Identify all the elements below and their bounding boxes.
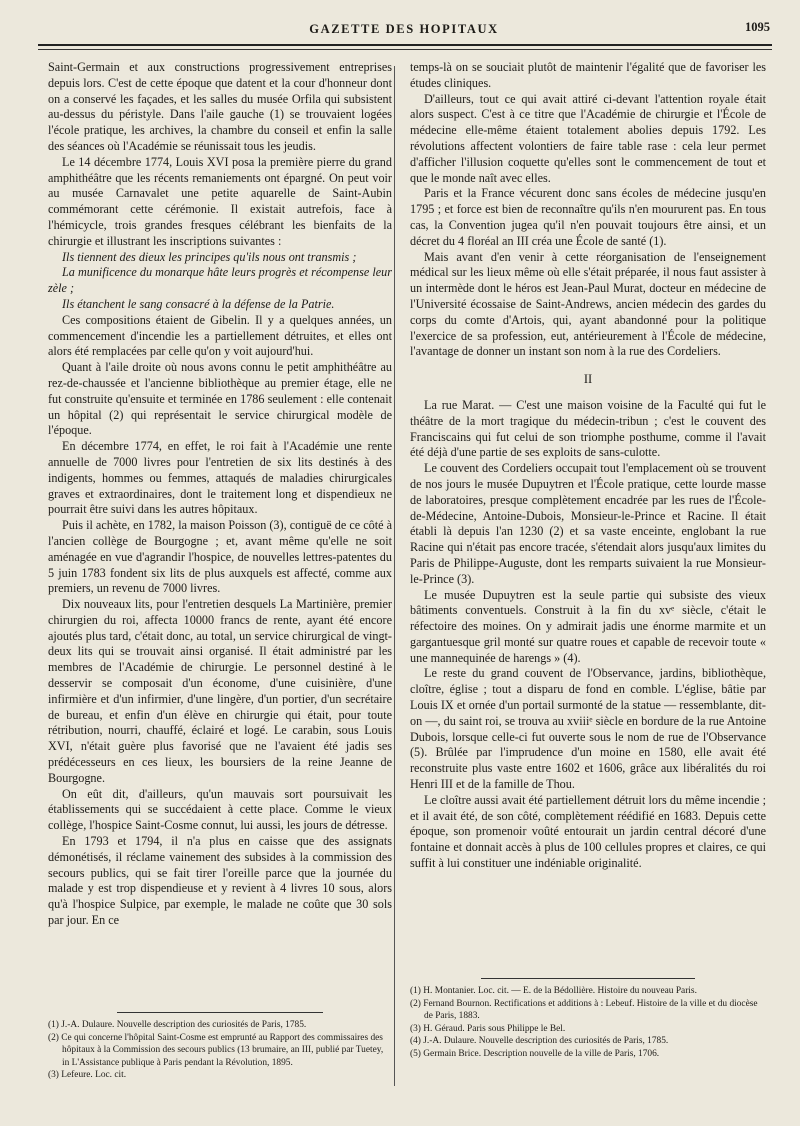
paragraph: En 1793 et 1794, il n'a plus en caisse que des assignats démonétisés, il réclame vainement des subsides à la commission des secours publics, qui se fait tirer l'oreille parce que la journée du malade y est trop dispendieuse et y revient à 4 livres 10 sous, alors qu'à l'hospice Sulpice, par exemple, le malade ne coûte que 30 sols par jour. En ce bbox=[48, 834, 392, 928]
left-column bbox=[48, 60, 392, 929]
paragraph: Mais avant d'en venir à cette réorganisation de l'enseignement médical sur les lieux même où elle s'était préparée, il nous faut assister à un intermède dont le héros est Jean-Paul Murat, docteur en médecine de l'Université écossaise de Saint-Andrews, ancien médecin des gardes du corps du comte d'Artois, qui, ayant abandonné pour la politique l'exercice de sa profession, eut, antérieurement à l'École de médecine, l'avantage de donner un instant son nom à la rue des Cordeliers. bbox=[410, 249, 766, 359]
paragraph: Le reste du grand couvent de l'Observance, jardins, bibliothèque, cloître, église ; tout a disparu de fond en comble. L'église, bâtie par Louis IX et ornée d'un portail surmonté de la statue — ressemblante, dit-on —, du saint roi, se trouva au xviiiᵉ siècle en bordure de la rue Antoine Dubois, lorsque celle-ci fut ouverte sous le nom de rue de l'Observance (5). Brûlée par l'imprudence d'un moine en 1580, elle avait été reconstruite plus vaste entre 1602 et 1606, grâce aux libéralités du roi Henri III et de la famille de Thou. bbox=[410, 666, 766, 792]
footnote: (1) H. Montanier. Loc. cit. — E. de la Bédollière. Histoire du nouveau Paris. bbox=[410, 986, 697, 996]
paragraph: Le 14 décembre 1774, Louis XVI posa la première pierre du grand amphithéâtre que les récents remaniements ont épargné. On peut voir au musée Carnavalet une petite aquarelle de Saint-Aubin commémorant cette cérémonie. Il existait autrefois, face à l'hémicycle, trois grandes fresques célébrant les bienfaits de la chirurgie et illustrant les inscriptions suivantes : bbox=[48, 154, 392, 248]
footnote: (2) Ce qui concerne l'hôpital Saint-Cosme est emprunté au Rapport des commissaires des hôpitaux à la Commission des secours publics (13 brumaire, an III, publié par Tuetey, in L'Assistance publique à Paris pendant la Révolution, 1895. bbox=[48, 1032, 384, 1068]
footnote-rule bbox=[117, 1012, 323, 1013]
footnote: (1) J.-A. Dulaure. Nouvelle description des curiosités de Paris, 1785. bbox=[48, 1020, 307, 1030]
footnotes-left bbox=[48, 1012, 392, 1082]
footnote: (3) H. Géraud. Paris sous Philippe le Bel. bbox=[410, 1023, 566, 1034]
inscription-line: Ils tiennent des dieux les principes qu'ils nous ont transmis ; bbox=[62, 249, 357, 264]
paragraph: Paris et la France vécurent donc sans écoles de médecine jusqu'en 1795 ; et force est bien de reconnaître qu'ils n'en moururent pas. En tous cas, la Convention jugea qu'il n'en pouvait toujours être ainsi, et un décret du 4 floréal an III créa une École de santé (1). bbox=[410, 186, 766, 248]
running-head bbox=[38, 22, 770, 44]
header-rule-thin bbox=[38, 49, 772, 50]
paragraph: D'ailleurs, tout ce qui avait attiré ci-devant l'attention royale était alors suspect. C'est à ce titre que l'Académie de chirurgie et l'École de médecine elle-même étaient totalement abolies depuis 1792. Les révolutions affectent volontiers de faire table rase : cela leur permet d'afficher l'illusion coquette qu'elles sont le commencement de tout et que le monde naît avec elles. bbox=[410, 91, 766, 185]
paragraph: Le musée Dupuytren est la seule partie qui subsiste des vieux bâtiments conventuels. Construit à la fin du xvᵉ siècle, c'était le réfectoire des moines. On y admirait jadis une énorme marmite et un gargantuesque gril monté sur quatre roues et capable de recevoir toute « une mannequinée de harengs » (4). bbox=[410, 587, 766, 665]
section-number: II bbox=[583, 372, 593, 387]
footnotes-right bbox=[410, 978, 766, 1061]
paragraph: Le cloître aussi avait été partiellement détruit lors du même incendie ; et il avait été, de son côté, complètement réédifié en 1683. Depuis cette époque, son promenoir voûté entourait un jardin central décoré d'une fontaine et donnait accès à plus de 100 cellules propres et claires, ce qui suffit à lui constituer une indéniable originalité. bbox=[410, 792, 766, 871]
paragraph: Le couvent des Cordeliers occupait tout l'emplacement où se trouvent de nos jours le musée Dupuytren et l'École pratique, cette lourde masse de laboratoires, presque complètement encadrée par les rues de l'École-de-Médecine, Antoine-Dubois, Monsieur-le-Prince et Racine. Il était établi là depuis l'an 1230 (2) et sa vaste enceinte, englobant la rue Racine qui n'était pas encore tracée, s'étendait alors jusqu'aux limites du Paris de Philippe-Auguste, dont les remparts suivaient la rue Monsieur-le-Prince (3). bbox=[410, 461, 766, 586]
paragraph: On eût dit, d'ailleurs, qu'un mauvais sort poursuivait les établissements qui se succédaient à cette place. Comme le vieux collège, l'hospice Saint-Cosme connut, lui aussi, les jours de détresse. bbox=[48, 786, 392, 833]
footnote: (2) Fernand Bournon. Rectifications et additions à : Lebeuf. Histoire de la ville et du diocèse de Paris, 1883. bbox=[410, 998, 758, 1022]
journal-title: GAZETTE DES HOPITAUX bbox=[309, 22, 499, 36]
paragraph: Ces compositions étaient de Gibelin. Il y a quelques années, un commencement d'incendie les a partiellement détruites, et elles ont alors été remplacées par celle qu'on y voit aujourd'hui. bbox=[48, 312, 392, 359]
paragraph: temps-là on se souciait plutôt de maintenir l'égalité que de favoriser les études cliniques. bbox=[410, 60, 766, 90]
inscription-line: La munificence du monarque hâte leurs progrès et récompense leur zèle ; bbox=[48, 265, 392, 296]
inscription-line: Ils étanchent le sang consacré à la défense de la Patrie. bbox=[62, 296, 335, 311]
paragraph: Puis il achète, en 1782, la maison Poisson (3), contiguë de ce côté à l'ancien collège de Bourgogne ; et, avant même qu'elle ne soit aménagée en vue d'agrandir l'hospice, de nouvelles lettres-patentes du 5 juin 1783 fondent six lits de plus auxquels est affecté, comme aux premiers, un revenu de 7000 livres. bbox=[48, 518, 392, 596]
footnote: (3) Lefeure. Loc. cit. bbox=[48, 1070, 127, 1081]
paragraph: Saint-Germain et aux constructions progressivement entreprises depuis lors. C'est de cette époque que datent et la cour d'honneur dont on a conservé les façades, et les salles du musée Orfila qui subsistent au-dessus du péristyle. Dans l'aile gauche (1) se trouvaient logées l'école pratique, les archives, la chambre du conseil et enfin la salle des séances où l'Académie se réunissait tous les jeudis. bbox=[48, 60, 392, 153]
paragraph: La rue Marat. — C'est une maison voisine de la Faculté qui fut le théâtre de la mort tragique du médecin-tribun ; c'est le couvent des Franciscains qui fut celui de son triomphe posthume, comme il l'avait été déjà d'une partie de ses exploits de sans-culotte. bbox=[410, 397, 766, 460]
page-number: 1095 bbox=[745, 20, 770, 34]
paragraph: Quant à l'aile droite où nous avons connu le petit amphithéâtre au rez-de-chaussée et l'ancienne bibliothèque au premier étage, elle ne fut construite qu'ensuite et terminée en 1786 seulement : elle contenait un hôpital (2) qui représentait le service chirurgical modèle de l'époque. bbox=[48, 360, 392, 438]
right-column bbox=[410, 60, 766, 872]
paragraph: En décembre 1774, en effet, le roi fait à l'Académie une rente annuelle de 7000 livres pour l'entretien de six lits destinés à des indigents, hommes ou femmes, attaqués de maladies chirurgicales graves et extraordinaires, dont le traitement long et dispendieux ne pourrait être suivi dans les autres hôpitaux. bbox=[48, 439, 392, 517]
column-divider bbox=[394, 66, 395, 1086]
footnote: (5) Germain Brice. Description nouvelle de la ville de Paris, 1706. bbox=[410, 1048, 660, 1059]
footnote: (4) J.-A. Dulaure. Nouvelle description des curiosités de Paris, 1785. bbox=[410, 1036, 669, 1047]
header-rule-thick bbox=[38, 44, 772, 46]
footnote-rule bbox=[481, 978, 695, 979]
paragraph: Dix nouveaux lits, pour l'entretien desquels La Martinière, premier chirurgien du roi, affecta 10000 francs de rente, ayant été encore ajoutés plus tard, c'était donc, au total, un service chirurgical de vingt-deux lits qui se trouvait ainsi organisé. Il était administré par les membres de l'Académie de chirurgie. Le personnel destiné à le desservir se composait d'un économe, d'une cuisinière, d'une infirmière et d'un infirmier, d'une lingère, d'un portier, d'un secrétaire de bureau, et enfin d'un élève en chirurgie qui était, pour toute rétribution, nourri, chauffé, éclairé et logé. Le carabin, sous Louis XVI, n'était guère plus favorisé que ne l'avaient été jadis ses prédécesseurs en ces lieux, les boursiers de la reine Jeanne de Bourgogne. bbox=[48, 597, 392, 785]
